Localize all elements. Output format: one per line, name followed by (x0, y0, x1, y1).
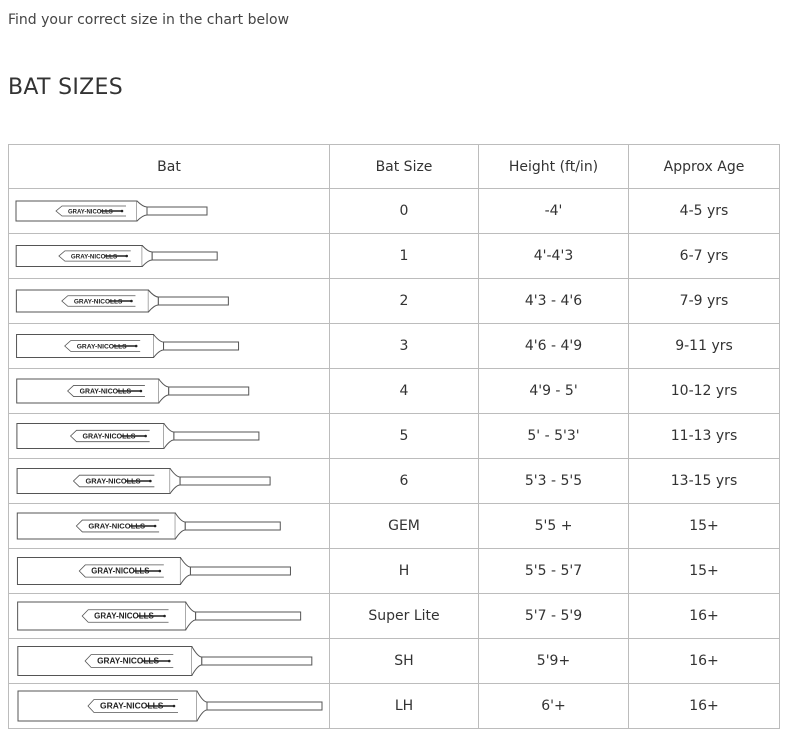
cell-height: 4'9 - 5' (479, 369, 629, 414)
bat-shoulder (142, 246, 152, 267)
bat-handle (196, 612, 301, 620)
table-row (9, 279, 780, 324)
logo-arrow-tip (121, 210, 124, 213)
cell-approx-age: 16+ (629, 594, 780, 639)
bat-shoulder (148, 290, 158, 312)
table-row (9, 414, 780, 459)
bat-image-cell (9, 594, 330, 639)
table-row (9, 234, 780, 279)
bat-shoulder (180, 558, 190, 585)
bat-image-cell (9, 279, 330, 324)
bat-illustration (9, 369, 330, 413)
header-bat: Bat (9, 145, 330, 189)
cell-approx-age: 15+ (629, 504, 780, 549)
table-header-row (9, 145, 780, 189)
table-row (9, 639, 780, 684)
bat-shoulder (186, 602, 196, 630)
cell-bat-size: 4 (330, 369, 479, 414)
cell-bat-size: 1 (330, 234, 479, 279)
cell-approx-age: 16+ (629, 684, 780, 729)
table-row (9, 324, 780, 369)
cell-height: 5'5 + (479, 504, 629, 549)
bat-handle (190, 567, 290, 575)
brand-logo-text: GRAY-NICOLLS (73, 298, 123, 306)
bat-shoulder (192, 647, 202, 676)
bat-illustration (9, 594, 330, 638)
brand-logo-text: GRAY-NICOLLS (82, 432, 136, 441)
bat-image-cell (9, 324, 330, 369)
cell-bat-size: H (330, 549, 479, 594)
cell-height: 5' - 5'3' (479, 414, 629, 459)
logo-arrow-tip (125, 255, 128, 258)
cell-approx-age: 13-15 yrs (629, 459, 780, 504)
bat-handle (202, 657, 312, 665)
bat-image-cell (9, 684, 330, 729)
cell-bat-size: 6 (330, 459, 479, 504)
bat-image-cell (9, 549, 330, 594)
brand-logo-text: GRAY-NICOLLS (94, 611, 154, 621)
table-row (9, 369, 780, 414)
cell-bat-size: GEM (330, 504, 479, 549)
logo-arrow-tip (149, 480, 152, 483)
brand-logo-text: GRAY-NICOLLS (97, 655, 160, 666)
logo-arrow-tip (130, 300, 133, 303)
cell-approx-age: 9-11 yrs (629, 324, 780, 369)
cell-height: 4'-4'3 (479, 234, 629, 279)
cell-height: 6'+ (479, 684, 629, 729)
brand-logo-text: GRAY-NICOLLS (85, 476, 141, 486)
bat-handle (147, 207, 207, 215)
cell-approx-age: 4-5 yrs (629, 189, 780, 234)
table-row (9, 504, 780, 549)
bat-illustration (9, 414, 330, 458)
page-title: BAT SIZES (8, 75, 123, 100)
logo-arrow-tip (168, 660, 171, 663)
brand-logo-text: GRAY-NICOLLS (88, 521, 146, 531)
cell-approx-age: 15+ (629, 549, 780, 594)
table-row (9, 189, 780, 234)
logo-arrow-tip (159, 570, 162, 573)
brand-logo-text: GRAY-NICOLLS (68, 209, 113, 216)
bat-handle (152, 252, 217, 260)
brand-logo-text: GRAY-NICOLLS (76, 343, 127, 351)
cell-height: -4' (479, 189, 629, 234)
logo-arrow-tip (135, 345, 138, 348)
cell-height: 5'3 - 5'5 (479, 459, 629, 504)
logo-arrow-tip (173, 705, 176, 708)
cell-height: 4'6 - 4'9 (479, 324, 629, 369)
header-bat-size: Bat Size (330, 145, 479, 189)
cell-approx-age: 7-9 yrs (629, 279, 780, 324)
logo-arrow-tip (163, 615, 166, 618)
bat-illustration (9, 234, 330, 278)
cell-bat-size: LH (330, 684, 479, 729)
table-row (9, 594, 780, 639)
table-row (9, 549, 780, 594)
cell-height: 5'5 - 5'7 (479, 549, 629, 594)
cell-bat-size: 3 (330, 324, 479, 369)
bat-handle (185, 522, 280, 530)
bat-handle (207, 702, 322, 710)
intro-text: Find your correct size in the chart below (8, 12, 290, 28)
bat-handle (174, 432, 259, 440)
bat-illustration (9, 189, 330, 233)
bat-shoulder (137, 201, 147, 221)
brand-logo-text: GRAY-NICOLLS (70, 253, 118, 261)
bat-shoulder (159, 379, 169, 403)
cell-approx-age: 6-7 yrs (629, 234, 780, 279)
bat-image-cell (9, 189, 330, 234)
bat-shoulder (170, 469, 180, 494)
bat-image-cell (9, 459, 330, 504)
brand-logo-text: GRAY-NICOLLS (91, 566, 150, 576)
bat-illustration (9, 639, 330, 683)
logo-arrow-tip (154, 525, 157, 528)
bat-illustration (9, 684, 330, 728)
bat-illustration (9, 324, 330, 368)
bat-image-cell (9, 414, 330, 459)
table-row (9, 684, 780, 729)
bat-illustration (9, 504, 330, 548)
bat-illustration (9, 459, 330, 503)
bat-illustration (9, 279, 330, 323)
cell-bat-size: 0 (330, 189, 479, 234)
cell-height: 5'7 - 5'9 (479, 594, 629, 639)
logo-arrow-tip (144, 435, 147, 438)
logo-arrow-tip (140, 390, 143, 393)
cell-bat-size: 2 (330, 279, 479, 324)
brand-logo-text: GRAY-NICOLLS (100, 700, 164, 711)
brand-logo-text: GRAY-NICOLLS (79, 388, 132, 396)
bat-size-table (8, 144, 780, 729)
cell-height: 5'9+ (479, 639, 629, 684)
cell-approx-age: 10-12 yrs (629, 369, 780, 414)
cell-bat-size: 5 (330, 414, 479, 459)
cell-approx-age: 11-13 yrs (629, 414, 780, 459)
cell-height: 4'3 - 4'6 (479, 279, 629, 324)
bat-shoulder (197, 691, 207, 721)
bat-image-cell (9, 234, 330, 279)
cell-approx-age: 16+ (629, 639, 780, 684)
cell-bat-size: SH (330, 639, 479, 684)
bat-handle (158, 297, 228, 305)
bat-shoulder (154, 335, 164, 358)
header-height: Height (ft/in) (479, 145, 629, 189)
bat-image-cell (9, 639, 330, 684)
bat-image-cell (9, 369, 330, 414)
header-approx-age: Approx Age (629, 145, 780, 189)
bat-handle (164, 342, 239, 350)
bat-handle (180, 477, 270, 485)
bat-handle (169, 387, 249, 395)
bat-image-cell (9, 504, 330, 549)
cell-bat-size: Super Lite (330, 594, 479, 639)
bat-illustration (9, 549, 330, 593)
bat-shoulder (164, 424, 174, 449)
bat-shoulder (175, 513, 185, 539)
table-row (9, 459, 780, 504)
